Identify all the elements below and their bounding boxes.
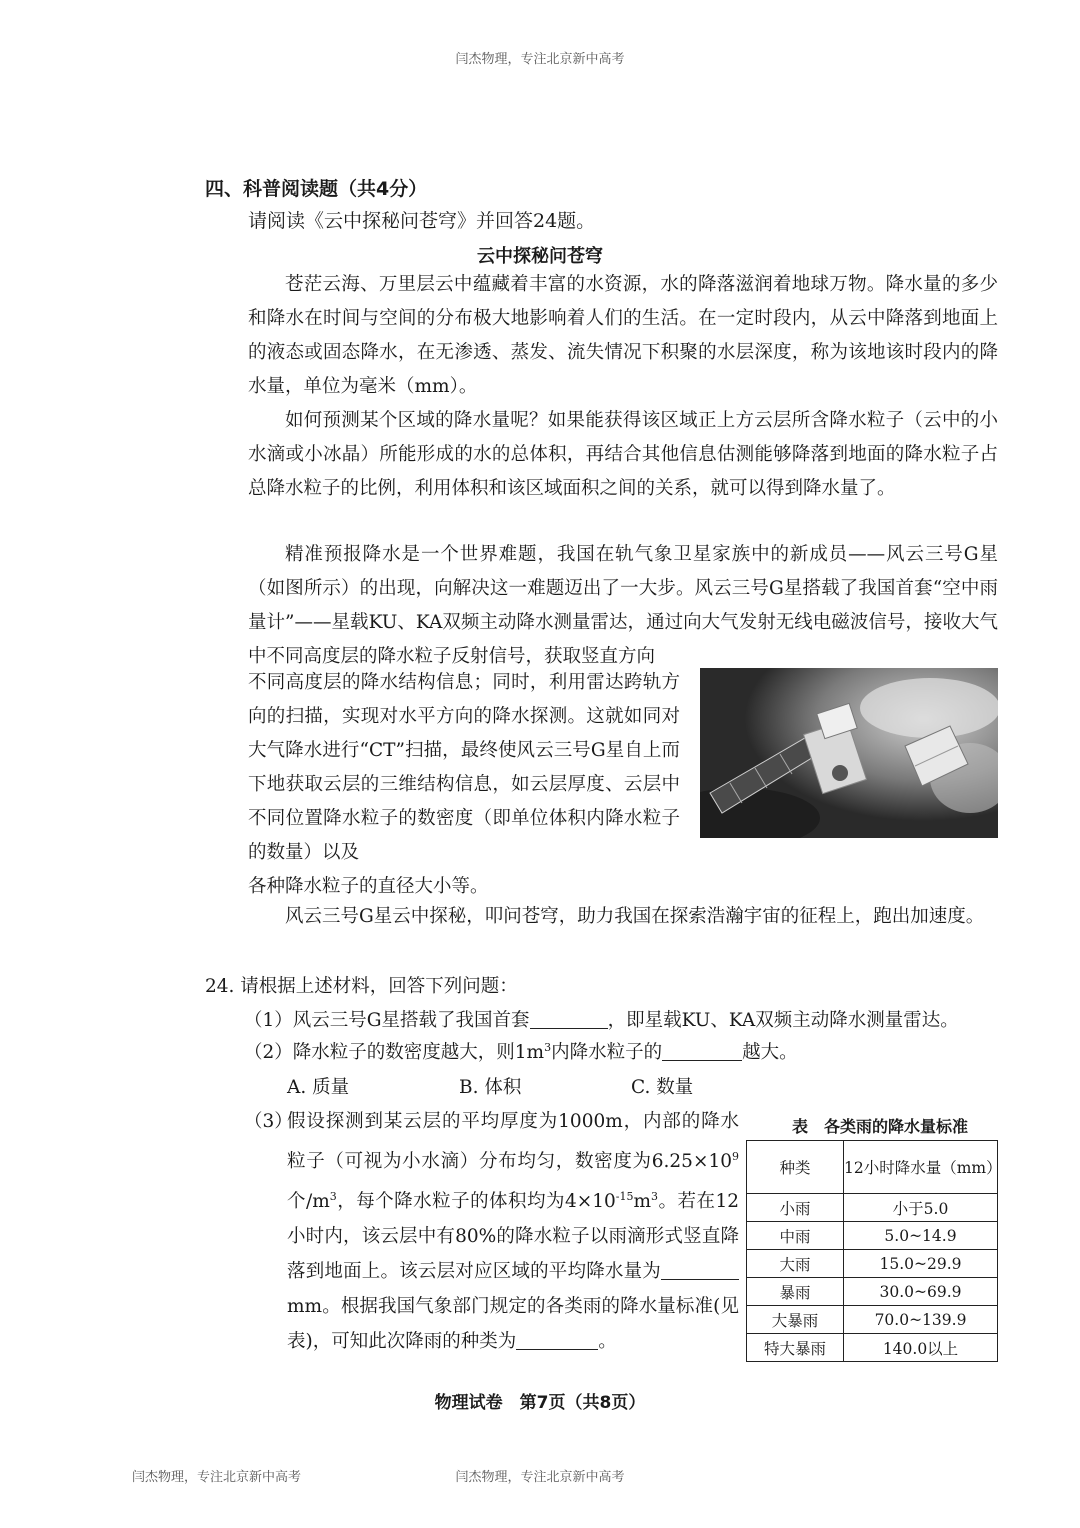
q2-option-c[interactable]: C. 数量 bbox=[631, 1077, 694, 1098]
q3-text bbox=[287, 1104, 739, 1359]
article-paragraph-3-part-3: 各种降水粒子的直径大小等。 bbox=[248, 876, 489, 897]
q2-option-b[interactable]: B. 体积 bbox=[459, 1077, 522, 1098]
q3-text-4: m bbox=[633, 1191, 652, 1213]
question-24-1 bbox=[244, 1006, 959, 1032]
watermark-top: 闫杰物理，专注北京新中高考 bbox=[455, 52, 625, 67]
satellite-illustration bbox=[700, 668, 998, 838]
q3-exp-1: 9 bbox=[732, 1150, 739, 1163]
table-row bbox=[747, 1194, 998, 1222]
article-title: 云中探秘问苍穹 bbox=[477, 246, 603, 267]
watermark-bottom-center: 闫杰物理，专注北京新中高考 bbox=[455, 1470, 625, 1485]
table-header-type: 种类 bbox=[747, 1141, 844, 1194]
q3-text-2: 个/m bbox=[287, 1191, 330, 1213]
q3-rainfall-blank[interactable] bbox=[661, 1259, 739, 1280]
table-header-row bbox=[747, 1141, 998, 1194]
question-24-head: 24. 请根据上述材料，回答下列问题： bbox=[205, 976, 518, 997]
article-paragraph-1: 苍茫云海、万里层云中蕴藏着丰富的水资源，水的降落滋润着地球万物。降水量的多少和降水在时间与空间的分布极大地影响着人们的生活。在一定时段内，从云中降落到地面上的液态或固态降水，在无渗透、蒸发、流失情况下积聚的水层深度，称为该地该时段内的降水量，单位为毫米（mm）。 bbox=[248, 274, 998, 397]
q2-superscript: 3 bbox=[544, 1040, 552, 1054]
table-cell-type: 特大暴雨 bbox=[747, 1334, 844, 1362]
table-cell-type: 暴雨 bbox=[747, 1278, 844, 1306]
table-caption: 表 各类雨的降水量标准 bbox=[791, 1117, 968, 1136]
table-cell-type: 小雨 bbox=[747, 1194, 844, 1222]
q1-answer-blank[interactable] bbox=[530, 1008, 608, 1029]
q2-text-pre: 降水粒子的数密度越大，则1m bbox=[292, 1042, 545, 1063]
rainfall-standard-table bbox=[746, 1140, 1002, 1362]
table-row bbox=[747, 1222, 998, 1250]
q2-number: （2） bbox=[244, 1042, 293, 1063]
q3-text-3: ，每个降水粒子的体积均为4×10 bbox=[336, 1191, 616, 1213]
q3-text-1: 假设探测到某云层的平均厚度为1000m，内部的降水粒子（可视为小水滴）分布均匀，数密度为6.25×10 bbox=[287, 1111, 739, 1173]
table-row bbox=[747, 1334, 998, 1362]
q3-exp-2: 3 bbox=[329, 1190, 337, 1204]
question-24-3 bbox=[244, 1104, 739, 1359]
table-row bbox=[747, 1278, 998, 1306]
q2-text-post: 越大。 bbox=[742, 1042, 798, 1063]
q1-text-post: ，即星载KU、KA双频主动降水测量雷达。 bbox=[607, 1010, 959, 1031]
table-row bbox=[747, 1250, 998, 1278]
q3-number: （3） bbox=[244, 1111, 293, 1132]
table-cell-amount: 140.0以上 bbox=[844, 1334, 998, 1362]
q3-text-7: 。 bbox=[598, 1331, 617, 1353]
q2-option-a[interactable]: A. 质量 bbox=[287, 1077, 350, 1098]
q2-text-mid: 内降水粒子的 bbox=[551, 1042, 663, 1063]
question-24-2 bbox=[244, 1038, 798, 1064]
article-paragraph-3-part-2: 不同高度层的降水结构信息；同时，利用雷达跨轨方向的扫描，实现对水平方向的降水探测。这就如同对大气降水进行“CT”扫描，最终使风云三号G星自上而下地获取云层的三维结构信息，如云层厚度、云层中不同位置降水粒子的数密度（即单位体积内降水粒子的数量）以及 bbox=[248, 672, 680, 863]
section-title: 四、科普阅读题（共4分） bbox=[205, 178, 428, 200]
q3-exp-4: 3 bbox=[651, 1190, 659, 1204]
q2-options bbox=[287, 1073, 693, 1099]
q3-rain-type-blank[interactable] bbox=[516, 1329, 598, 1350]
table-cell-amount: 70.0~139.9 bbox=[844, 1306, 998, 1334]
article-paragraph-2: 如何预测某个区域的降水量呢？如果能获得该区域正上方云层所含降水粒子（云中的小水滴或小冰晶）所能形成的水的总体积，再结合其他信息估测能够降落到地面的降水粒子占总降水粒子的比例，利用体积和该区域面积之间的关系，就可以得到降水量了。 bbox=[248, 410, 998, 499]
page-footer: 物理试卷 第7页（共8页） bbox=[434, 1393, 646, 1413]
watermark-bottom-left: 闫杰物理，专注北京新中高考 bbox=[132, 1470, 302, 1485]
q2-answer-blank[interactable] bbox=[662, 1040, 742, 1061]
table-header-amount: 12小时降水量（mm） bbox=[844, 1141, 998, 1194]
table-cell-amount: 15.0~29.9 bbox=[844, 1250, 998, 1278]
table-cell-type: 中雨 bbox=[747, 1222, 844, 1250]
article-paragraph-3-part-1: 精准预报降水是一个世界难题，我国在轨气象卫星家族中的新成员——风云三号G星（如图所示）的出现，向解决这一难题迈出了一大步。风云三号G星搭载了我国首套“空中雨量计”——星载KU、KA双频主动降水测量雷达，通过向大气发射无线电磁波信号，接收大气中不同高度层的降水粒子反射信号，获取竖直方向 bbox=[248, 544, 998, 667]
table-row bbox=[747, 1306, 998, 1334]
q3-text-5: 。若在12小时内，该云层中有80%的降水粒子以雨滴形式竖直降落到地面上。该云层对应区域的平均降水量为 bbox=[287, 1191, 739, 1283]
article-paragraph-4: 风云三号G星云中探秘，叩问苍穹，助力我国在探索浩瀚宇宙的征程上，跑出加速度。 bbox=[285, 906, 985, 927]
table-cell-amount: 30.0~69.9 bbox=[844, 1278, 998, 1306]
q1-text-pre: 风云三号G星搭载了我国首套 bbox=[292, 1010, 530, 1031]
satellite-photo bbox=[700, 668, 998, 838]
table-cell-amount: 小于5.0 bbox=[844, 1194, 998, 1222]
q3-text-6: mm。根据我国气象部门规定的各类雨的降水量标准(见表)，可知此次降雨的种类为 bbox=[287, 1296, 739, 1353]
q1-number: （1） bbox=[244, 1010, 293, 1031]
q3-exp-3: -15 bbox=[615, 1190, 634, 1204]
table-cell-type: 大雨 bbox=[747, 1250, 844, 1278]
table-cell-type: 大暴雨 bbox=[747, 1306, 844, 1334]
section-instruction: 请阅读《云中探秘问苍穹》并回答24题。 bbox=[248, 210, 596, 232]
table-cell-amount: 5.0~14.9 bbox=[844, 1222, 998, 1250]
